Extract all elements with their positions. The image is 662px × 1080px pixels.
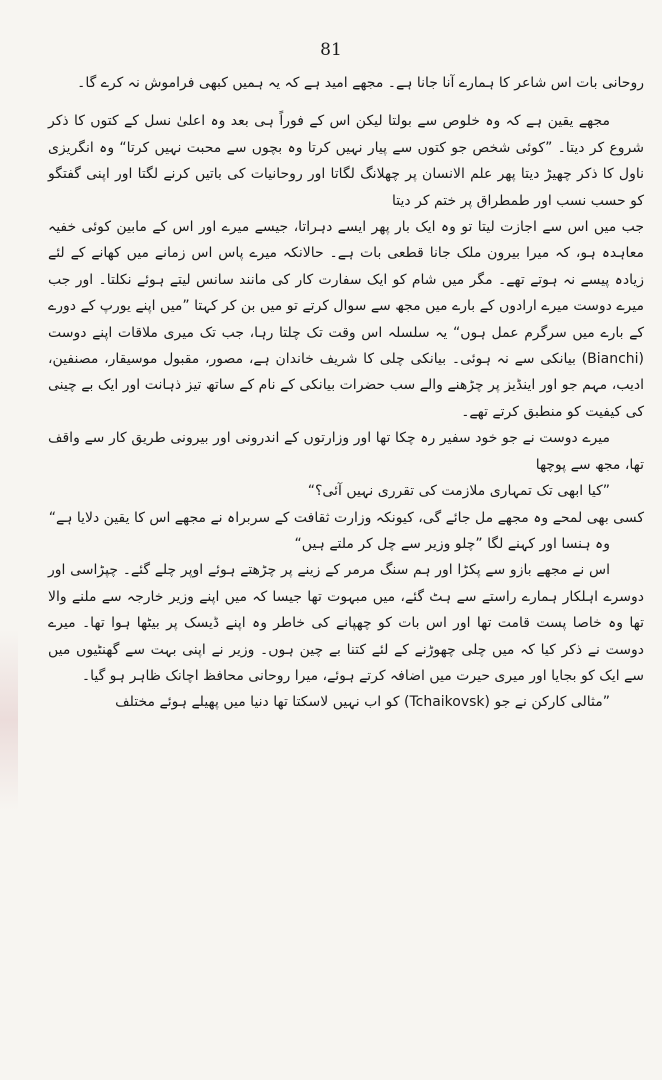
body-text (48, 70, 644, 716)
paragraph-4: میرے دوست نے جو خود سفیر رہ چکا تھا اور وزارتوں کے اندرونی اور بیرونی طریق کار سے واقف تھا، مجھ سے پوچھا (48, 430, 644, 473)
quote-minister: وہ ہنسا اور کہنے لگا ”چلو وزیر سے چل کر ملتے ہیں“ (294, 535, 610, 552)
page-number: 81 (320, 40, 342, 60)
paragraph-3: جب میں اس سے اجازت لیتا تو وہ ایک بار پھر ایسے دہراتا، جیسے میرے اور اس کے مابین کوئی خفیہ معاہدہ ہو، کہ میرا بیرون ملک جانا قطعی بات ہے۔ حالانکہ میرے پاس اس زمانے میں کھانے کے لئے زیادہ پیسے نہ ہوتے تھے۔ مگر میں شام کو ایک سفارت کار کی مانند سانس لیتے ہوئے نکلتا۔ اور جب میرے دوست میرے ارادوں کے بارے میں مجھ سے سوال کرتے تو میں بن کر کہتا ”میں اپنے یورپ کے دورے کے بارے میں سرگرم عمل ہوں“ یہ سلسلہ اس وقت تک چلتا رہا، جب تک میری ملاقات اپنے دوست (Bianchi) بیانکی سے نہ ہوئی۔ بیانکی چلی کا شریف خاندان ہے، مصور، مقبول موسیقار، مصنفین، ادیب، مہم جو اور اینڈیز پر چڑھنے والے سب حضرات بیانکی کے نام کے ساتھ تیز ذہانت اور ایک بے چینی کی کیفیت کو منطبق کرتے تھے۔ (48, 219, 644, 420)
quote-question: ”کیا ابھی تک تمہاری ملازمت کی تقرری نہیں آئی؟“ (307, 483, 610, 500)
paragraph-2: مجھے یقین ہے کہ وہ خلوص سے بولتا لیکن اس کے فوراً ہی بعد وہ اعلیٰ نسل کے کتوں کا ذکر شروع کر دیتا۔ ”کوئی شخص جو کتوں سے پیار نہیں کرتا وہ بچوں سے محبت نہیں کرتا“ وہ انگریزی ناول کا ذکر چھیڑ دیتا پھر علم الانسان پر چھلانگ لگاتا اور روحانیات کی باتیں کرنے لگتا اور اپنی گفتگو کو حسب نسب اور طمطراق پر ختم کر دیتا (48, 113, 644, 209)
paper-stain (0, 630, 18, 810)
paragraph-5: اس نے مجھے بازو سے پکڑا اور ہم سنگ مرمر کے زینے پر چڑھتے ہوئے اوپر چلے گئے۔ چپڑاسی اور دوسرے اہلکار ہمارے راستے سے ہٹ گئے، میں مبہوت تھا جیسا کہ میں اپنے وزیر خارجہ سے ملنے والا تھا وہ خاصا پست قامت تھا اور اس بات کو چھپانے کی خاطر وہ اپنے ڈیسک پر بیٹھا ہوا تھا۔ میرے دوست نے ذکر کیا کہ میں چلی چھوڑنے کے لئے کتنا بے چین ہوں۔ وزیر نے اپنی بہت سے گھنٹیوں میں سے ایک کو بجایا اور میری حیرت میں اضافہ کرتے ہوئے، میرا روحانی محافظ اچانک ظاہر ہو گیا۔ (48, 562, 644, 684)
paragraph-6: ”مثالی کارکن نے جو (Tchaikovsk) کو اب نہیں لاسکتا تھا دنیا میں پھیلے ہوئے مختلف (115, 694, 610, 711)
paragraph-reply: کسی بھی لمحے وہ مجھے مل جائے گی، کیونکہ وزارت ثقافت کے سربراہ نے مجھے اس کا یقین دلایا ہے“ (48, 509, 644, 526)
paragraph-1: روحانی بات اس شاعر کا ہمارے آنا جانا ہے۔ مجھے امید ہے کہ یہ ہمیں کبھی فراموش نہ کرے گا۔ (77, 75, 644, 91)
